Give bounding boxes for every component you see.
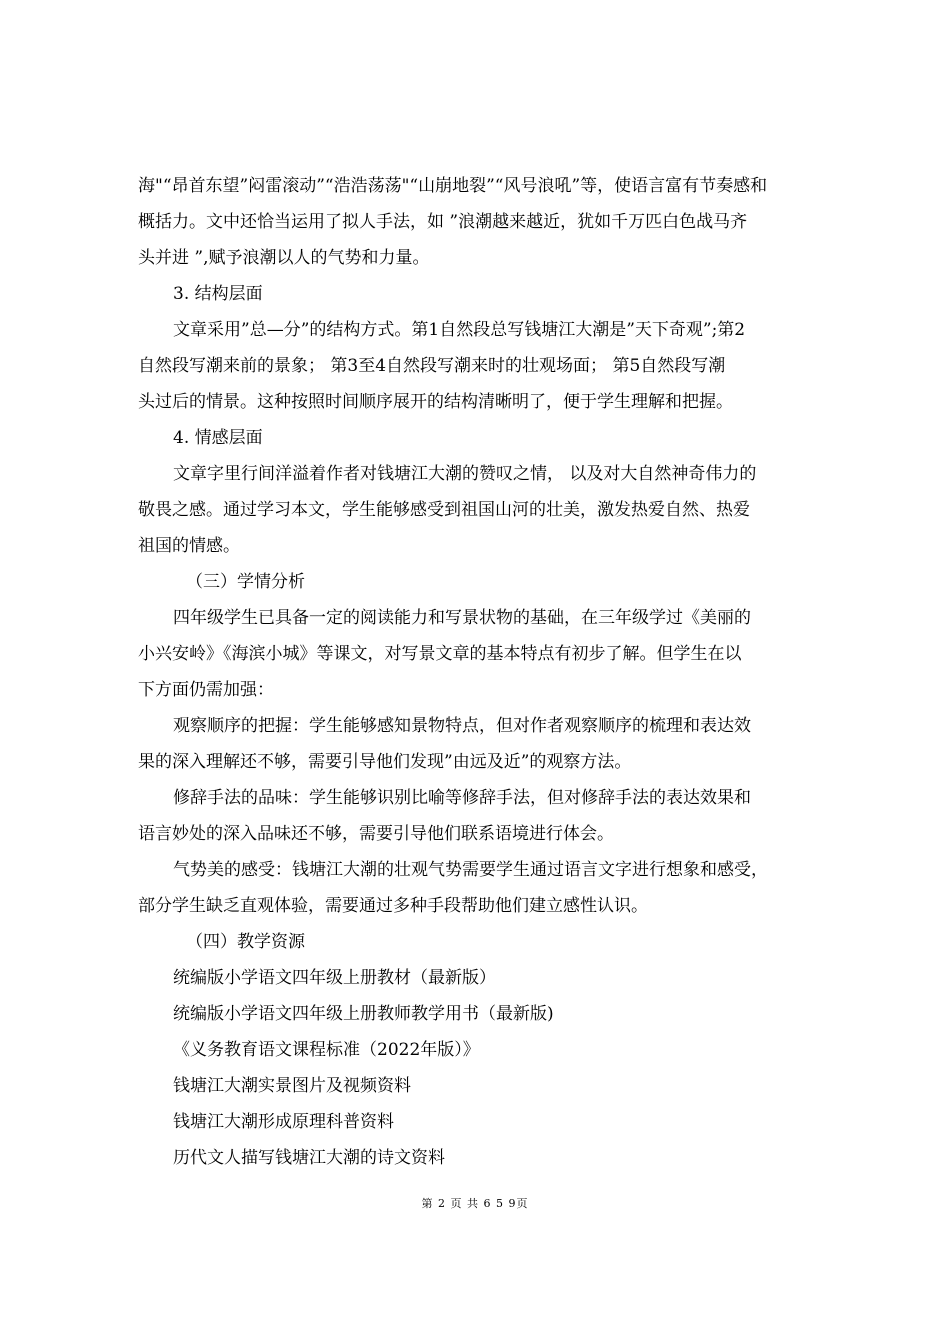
paragraph-line: 小兴安岭》《海滨小城》等课文，对写景文章的基本特点有初步了解。但学生在以	[138, 644, 742, 664]
list-item: 《义务教育语文课程标准（2022年版）》	[173, 1040, 480, 1060]
paragraph-line: 概括力。文中还恰当运用了拟人手法，如 ”浪潮越来越近，犹如千万匹白色战马齐	[138, 212, 748, 232]
paragraph-line: 海"“昂首东望”闷雷滚动”“浩浩荡荡"“山崩地裂”“风号浪吼”等，使语言富有节奏感和	[138, 176, 768, 196]
paragraph-line: 气势美的感受：钱塘江大潮的壮观气势需要学生通过语言文字进行想象和感受，	[173, 860, 768, 880]
list-item: 统编版小学语文四年级上册教材（最新版）	[173, 968, 496, 988]
section-heading: 4. 情感层面	[173, 428, 263, 448]
paragraph-line: 自然段写潮来前的景象； 第3至4自然段写潮来时的壮观场面； 第5自然段写潮	[138, 356, 726, 376]
paragraph-line: 修辞手法的品味：学生能够识别比喻等修辞手法，但对修辞手法的表达效果和	[173, 788, 751, 808]
paragraph-line: 敬畏之感。通过学习本文，学生能够感受到祖国山河的壮美，激发热爱自然、热爱	[138, 500, 750, 520]
list-item: 统编版小学语文四年级上册教师教学用书（最新版)	[173, 1004, 554, 1024]
paragraph-line: 下方面仍需加强：	[138, 680, 274, 700]
section-heading: （三）学情分析	[186, 572, 305, 592]
list-item: 历代文人描写钱塘江大潮的诗文资料	[173, 1148, 445, 1168]
paragraph-line: 祖国的情感。	[138, 536, 240, 556]
paragraph-line: 语言妙处的深入品味还不够，需要引导他们联系语境进行体会。	[138, 824, 614, 844]
paragraph-line: 头过后的情景。这种按照时间顺序展开的结构清晰明了，便于学生理解和把握。	[138, 392, 733, 412]
paragraph-line: 头并进 ”,赋予浪潮以人的气势和力量。	[138, 248, 430, 268]
section-heading: 3. 结构层面	[173, 284, 263, 304]
paragraph-line: 文章字里行间洋溢着作者对钱塘江大潮的赞叹之情， 以及对大自然神奇伟力的	[173, 464, 757, 484]
list-item: 钱塘江大潮形成原理科普资料	[173, 1112, 394, 1132]
paragraph-line: 文章采用”总—分”的结构方式。第1自然段总写钱塘江大潮是”天下奇观”;第2	[173, 320, 746, 340]
paragraph-line: 四年级学生已具备一定的阅读能力和写景状物的基础，在三年级学过《美丽的	[173, 608, 751, 628]
section-heading: （四）教学资源	[186, 932, 305, 952]
list-item: 钱塘江大潮实景图片及视频资料	[173, 1076, 411, 1096]
page-footer: 第 2 页 共 6 5 9页	[421, 1197, 529, 1210]
paragraph-line: 果的深入理解还不够，需要引导他们发现”由远及近”的观察方法。	[138, 752, 632, 772]
paragraph-line: 部分学生缺乏直观体验，需要通过多种手段帮助他们建立感性认识。	[138, 896, 648, 916]
paragraph-line: 观察顺序的把握：学生能够感知景物特点，但对作者观察顺序的梳理和表达效	[173, 716, 751, 736]
